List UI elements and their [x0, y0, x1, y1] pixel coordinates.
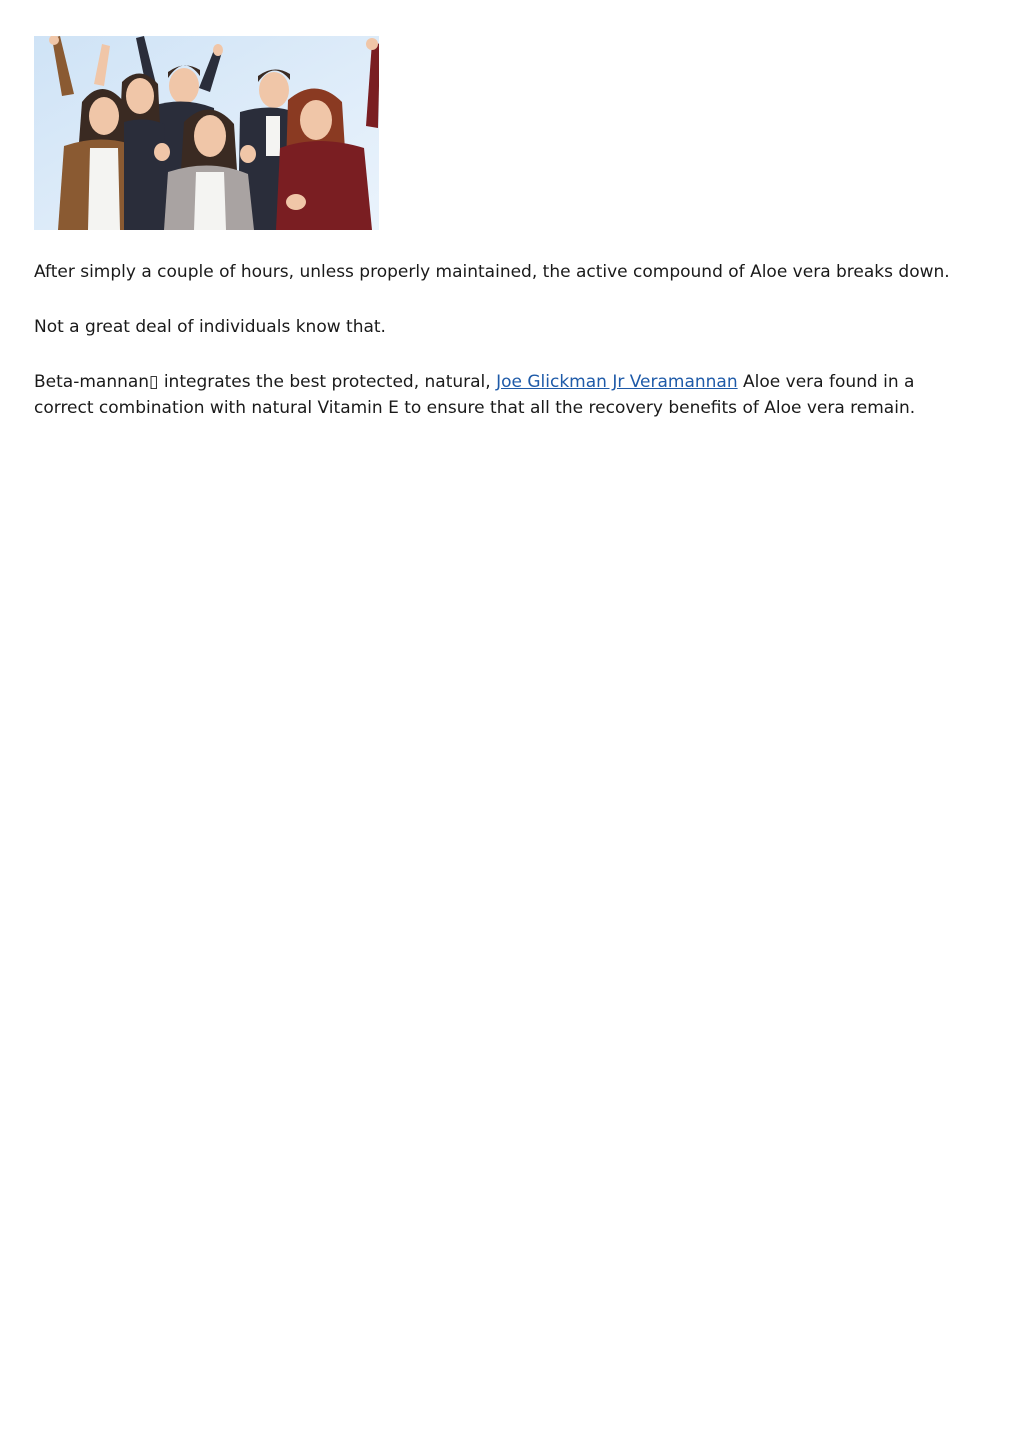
paragraph-aloe-breakdown: After simply a couple of hours, unless properly maintained, the active compound of Aloe vera breaks down.: [34, 262, 950, 282]
paragraph-few-know: Not a great deal of individuals know that.: [34, 317, 386, 337]
document-page: [34, 36, 979, 421]
veramannan-link[interactable]: Joe Glickman Jr Veramannan: [496, 372, 738, 392]
paragraph-beta-mannan-intro: Beta-mannan▯ integrates the best protected, natural,: [34, 372, 497, 392]
paragraph-beta-mannan: [34, 369, 979, 421]
cheering-group-photo: [34, 36, 379, 230]
paragraph-beta-mannan-rest: Aloe vera found in a correct combination with natural Vitamin E to ensure that all the recovery benefits of Aloe vera remain.: [34, 372, 916, 418]
photo-illustration: [34, 36, 379, 230]
